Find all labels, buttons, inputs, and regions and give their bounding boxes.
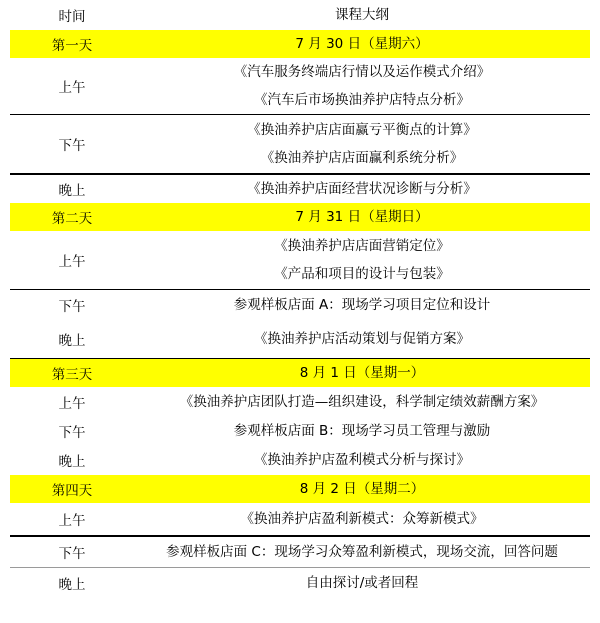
session-row (10, 58, 590, 115)
session-content (134, 175, 590, 203)
session-item: 《汽车服务终端店行情以及运作模式介绍》 (233, 64, 491, 80)
session-row (10, 175, 590, 203)
session-item: 参观样板店面 C：现场学习众筹盈利新模式，现场交流，回答问题 (166, 544, 558, 560)
session-item: 《换油养护店团队打造—组织建设，科学制定绩效薪酬方案》 (179, 394, 545, 410)
day-label: 第一天 (51, 38, 93, 54)
session-item: 《换油养护店店面营销定位》 (274, 238, 450, 254)
time-header: 时间 (58, 9, 86, 25)
session-item: 《换油养护店活动策划与促销方案》 (254, 331, 470, 347)
session-content (134, 568, 590, 598)
session-item: 《换油养护店面经营状况诊断与分析》 (247, 181, 477, 197)
outline-header: 课程大纲 (335, 7, 389, 23)
session-time: 晚上 (58, 333, 86, 349)
session-time: 下午 (58, 299, 86, 315)
session-row (10, 417, 590, 445)
session-row (10, 503, 590, 537)
session-item: 《产品和项目的设计与包装》 (274, 266, 450, 282)
session-item: 《换油养护店盈利模式分析与探讨》 (254, 452, 470, 468)
session-row (10, 537, 590, 568)
session-row (10, 320, 590, 359)
day-label: 第四天 (51, 483, 93, 499)
day-label: 第三天 (51, 367, 93, 383)
session-content (134, 231, 590, 289)
session-row (10, 115, 590, 175)
session-time: 晚上 (58, 577, 86, 593)
day-row-2 (10, 203, 590, 231)
session-content (134, 445, 590, 475)
session-item: 自由探讨/或者回程 (305, 575, 419, 591)
session-row (10, 231, 590, 290)
session-time: 上午 (58, 513, 86, 529)
day-row-4 (10, 475, 590, 503)
session-row (10, 568, 590, 598)
session-time: 下午 (58, 425, 86, 441)
session-item: 参观样板店面 A：现场学习项目定位和设计 (233, 297, 491, 313)
session-content (134, 115, 590, 173)
session-time: 晚上 (58, 454, 86, 470)
session-content (134, 537, 590, 567)
session-content (134, 387, 590, 417)
session-row (10, 290, 590, 320)
session-content (134, 320, 590, 358)
day-date: 7 月 31 日（星期日） (295, 209, 429, 225)
session-item: 《换油养护店店面赢利系统分析》 (260, 150, 464, 166)
day-date: 7 月 30 日（星期六） (295, 36, 429, 52)
session-row (10, 387, 590, 417)
session-item: 《换油养护店店面赢亏平衡点的计算》 (247, 122, 477, 138)
session-time: 下午 (58, 138, 86, 154)
session-content (134, 58, 590, 114)
day-row-1 (10, 30, 590, 58)
session-time: 上午 (58, 80, 86, 96)
day-date: 8 月 1 日（星期一） (299, 365, 425, 381)
session-row (10, 445, 590, 475)
schedule-table (10, 0, 590, 598)
session-time: 上午 (58, 396, 86, 412)
day-row-3 (10, 359, 590, 387)
session-time: 晚上 (58, 183, 86, 199)
day-label: 第二天 (51, 211, 93, 227)
day-date: 8 月 2 日（星期二） (299, 481, 425, 497)
session-content (134, 503, 590, 535)
session-content (134, 417, 590, 445)
session-item: 《汽车后市场换油养护店特点分析》 (254, 92, 470, 108)
session-item: 参观样板店面 B：现场学习员工管理与激励 (233, 423, 491, 439)
session-item: 《换油养护店盈利新模式：众筹新模式》 (240, 511, 484, 527)
session-content (134, 290, 590, 320)
header-row (10, 0, 590, 30)
session-time: 上午 (58, 254, 86, 270)
session-time: 下午 (58, 546, 86, 562)
